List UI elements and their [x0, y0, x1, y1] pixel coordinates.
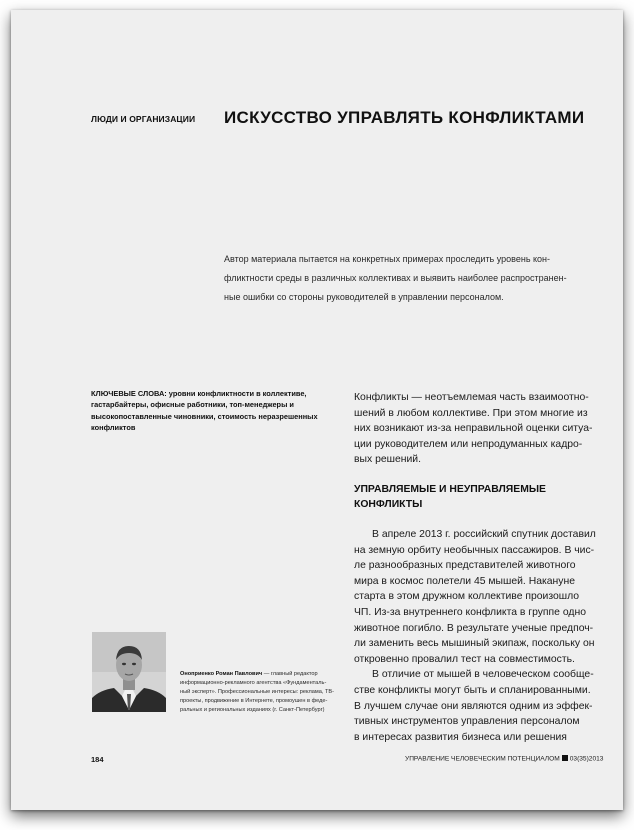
body-line: ле разнообразных представителей животного	[354, 560, 576, 572]
body-line: В лучшем случае они являются одним из эффек-	[354, 700, 593, 712]
intro-line: Конфликты — неотъемлемая часть взаимоотно-	[354, 392, 589, 403]
body-line: стве конфликты могут быть и спланированными.	[354, 684, 591, 696]
body-line: ЧП. Из-за внутреннего конфликта в группе одно	[354, 606, 586, 618]
bio-line: информационно-рекламного агентства «Фундаменталь-	[180, 679, 327, 686]
body-line: В отличие от мышей в человеческом сообще-	[372, 669, 594, 681]
running-footer	[405, 755, 603, 763]
abstract-line: ные ошибки со стороны руководителей в управлении персоналом.	[224, 292, 504, 302]
section-heading	[354, 482, 546, 512]
bio-line: ный эксперт». Профессиональные интересы: реклама, ТВ-	[180, 688, 334, 695]
body-line: тивных инструментов управления персоналом	[354, 716, 580, 728]
section-label: ЛЮДИ И ОРГАНИЗАЦИИ	[91, 114, 196, 124]
body-text	[354, 527, 599, 745]
keywords-line: конфликтов	[91, 423, 136, 433]
heading-line: УПРАВЛЯЕМЫЕ И НЕУПРАВЛЯЕМЫЕ	[354, 484, 546, 495]
author-bio	[180, 670, 335, 715]
intro-paragraph	[354, 390, 594, 468]
body-line: мира в космос полетели 45 мышей. Накануне	[354, 575, 575, 587]
keywords-line: высокопоставленные чиновники, стоимость неразрешенных	[91, 411, 318, 421]
author-portrait-image	[92, 632, 166, 712]
intro-line: шений в любом коллективе. При этом многие из	[354, 407, 588, 419]
abstract-line: фликтности среды в различных коллективах и выявить наиболее распространен-	[224, 273, 567, 283]
intro-line: них возникают из-за неправильной оценки ситуа-	[354, 423, 593, 434]
journal-name: УПРАВЛЕНИЕ ЧЕЛОВЕЧЕСКИМ ПОТЕНЦИАЛОМ	[405, 755, 560, 763]
body-line: старта в этом дружном коллективе произошло	[354, 591, 580, 603]
keywords	[91, 388, 331, 434]
bio-line: проекты, продвижение в Интернете, промоушен в феде-	[180, 697, 328, 704]
keywords-line: КЛЮЧЕВЫЕ СЛОВА: уровни конфликтности в коллективе,	[91, 389, 307, 398]
magazine-page	[11, 10, 623, 810]
bio-line: ральных и региональных изданиях (г. Санкт-Петербург)	[180, 706, 325, 713]
abstract	[224, 250, 594, 307]
bio-line-1	[180, 670, 335, 679]
heading-line: КОНФЛИКТЫ	[354, 499, 423, 510]
body-line: на земную орбиту необычных пассажиров. В чис-	[354, 544, 595, 556]
intro-line: вых решений.	[354, 454, 421, 465]
body-line: откровенно провалил тест на совместимость.	[354, 653, 575, 665]
body-line: ли заменить весь мышиный экипаж, поскольку он	[354, 638, 595, 650]
author-name: Оноприенко Роман Павлович	[180, 671, 263, 677]
bio-text: — главный редактор	[262, 671, 318, 677]
article-title: ИСКУССТВО УПРАВЛЯТЬ КОНФЛИКТАМИ	[224, 108, 585, 127]
author-photo	[92, 632, 166, 712]
page-number: 184	[91, 755, 104, 764]
body-line: в интересах развития бизнеса или решения	[354, 731, 567, 743]
square-bullet-icon	[562, 755, 568, 761]
intro-line: ции руководителем или непродуманных кадро-	[354, 438, 583, 450]
issue-number: 03(35)2013	[569, 755, 604, 763]
keywords-line: гастарбайтеры, офисные работники, топ-менеджеры и	[91, 400, 294, 410]
body-line: В апреле 2013 г. российский спутник доставил	[372, 529, 596, 540]
body-line: животное погибло. В результате ученые предпоч-	[354, 622, 594, 634]
abstract-line: Автор материала пытается на конкретных примерах проследить уровень кон-	[224, 254, 551, 264]
